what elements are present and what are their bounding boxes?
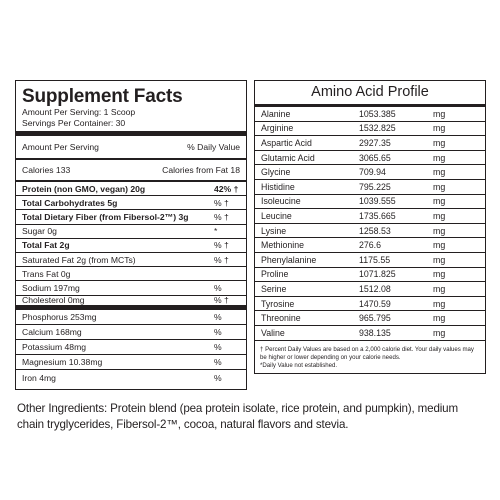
- amino-acid-row: [255, 326, 485, 341]
- amino-acid-unit: mg: [433, 269, 446, 280]
- amino-acid-unit: mg: [433, 225, 446, 236]
- amino-acid-row: [255, 282, 485, 297]
- nutrient-label: Protein (non GMO, vegan) 20g: [22, 183, 146, 194]
- amino-acid-value: 1735.665: [359, 210, 396, 221]
- amino-acid-profile-title: Amino Acid Profile: [255, 81, 485, 107]
- mineral-dv: %: [214, 357, 222, 368]
- nutrient-dv: %: [214, 282, 222, 293]
- amino-acid-row: [255, 165, 485, 180]
- nutrient-label: Sodium 197mg: [22, 282, 80, 293]
- nutrient-label: Cholesterol 0mg: [22, 295, 85, 306]
- mineral-dv: %: [214, 373, 222, 384]
- nutrient-row: [16, 210, 246, 224]
- amino-acid-value: 795.225: [359, 181, 391, 192]
- amino-acid-name: Valine: [261, 327, 285, 338]
- amino-acid-row: [255, 107, 485, 122]
- amino-acid-unit: mg: [433, 108, 446, 119]
- amino-acid-row: [255, 297, 485, 312]
- amino-acid-unit: mg: [433, 313, 446, 324]
- amino-acid-row: [255, 238, 485, 253]
- amino-acid-value: 276.6: [359, 240, 382, 251]
- amino-acid-name: Serine: [261, 283, 287, 294]
- nutrient-row: [16, 296, 246, 310]
- amino-acid-unit: mg: [433, 152, 446, 163]
- amino-acid-row: [255, 253, 485, 268]
- amino-acid-row: [255, 151, 485, 166]
- supplement-facts-panel: [15, 80, 247, 390]
- amino-acid-row: [255, 224, 485, 239]
- mineral-dv: %: [214, 311, 222, 322]
- nutrient-dv: *: [214, 226, 218, 237]
- nutrient-row: [16, 253, 246, 267]
- nutrient-row: [16, 182, 246, 196]
- amino-acid-value: 2927.35: [359, 137, 391, 148]
- amino-acid-name: Lysine: [261, 225, 287, 236]
- calories-row: [16, 160, 246, 182]
- amino-acid-row: [255, 136, 485, 151]
- mineral-label: Phosphorus 253mg: [22, 311, 97, 322]
- nutrient-label: Total Dietary Fiber (from Fibersol-2™) 3g: [22, 211, 189, 222]
- mineral-row: [16, 370, 246, 385]
- amino-acid-unit: mg: [433, 210, 446, 221]
- amino-acid-name: Phenylalanine: [261, 254, 317, 265]
- nutrient-label: Total Fat 2g: [22, 240, 70, 251]
- mineral-row: [16, 355, 246, 370]
- nutrient-label: Trans Fat 0g: [22, 268, 71, 279]
- amino-acid-unit: mg: [433, 123, 446, 134]
- mineral-label: Potassium 48mg: [22, 342, 87, 353]
- amino-acid-table: [255, 107, 485, 341]
- amino-acid-value: 1470.59: [359, 298, 391, 309]
- amino-acid-name: Threonine: [261, 313, 301, 324]
- amino-acid-unit: mg: [433, 283, 446, 294]
- nutrient-row: [16, 196, 246, 210]
- mineral-label: Magnesium 10.38mg: [22, 357, 103, 368]
- amount-per-serving-header: Amount Per Serving: [22, 142, 99, 152]
- nutrient-dv: % †: [214, 240, 229, 251]
- mineral-label: Iron 4mg: [22, 373, 56, 384]
- amino-acid-unit: mg: [433, 181, 446, 192]
- nutrient-dv: % †: [214, 197, 229, 208]
- amino-acid-name: Arginine: [261, 123, 294, 134]
- nutrient-dv: % †: [214, 211, 229, 222]
- nutrient-row: [16, 225, 246, 239]
- servings-per-container: Servings Per Container: 30: [22, 117, 126, 128]
- calories: Calories 133: [22, 165, 71, 175]
- amino-acid-value: 1039.555: [359, 196, 396, 207]
- amino-acid-name: Aspartic Acid: [261, 137, 312, 148]
- supplement-facts-title: Supplement Facts: [22, 86, 183, 107]
- other-ingredients: Other Ingredients: Protein blend (pea protein isolate, rice protein, and pumpkin), medium chain tryglycerides, Fibersol-2™, cocoa, natural flavors and stevia.: [17, 402, 458, 431]
- amino-acid-unit: mg: [433, 240, 446, 251]
- amino-acid-unit: mg: [433, 196, 446, 207]
- amino-acid-name: Isoleucine: [261, 196, 301, 207]
- mineral-row: [16, 340, 246, 355]
- amino-acid-value: 938.135: [359, 327, 391, 338]
- amino-acid-value: 1053.385: [359, 108, 396, 119]
- amino-acid-name: Histidine: [261, 181, 295, 192]
- amino-acid-row: [255, 268, 485, 283]
- amino-acid-name: Alanine: [261, 108, 291, 119]
- amino-acid-unit: mg: [433, 254, 446, 265]
- amino-acid-unit: mg: [433, 167, 446, 178]
- nutrient-label: Total Carbohydrates 5g: [22, 197, 118, 208]
- nutrient-row: [16, 267, 246, 281]
- nutrient-dv: % †: [214, 254, 229, 265]
- dv-not-established-footnote: *Daily Value not established.: [260, 361, 338, 369]
- nutrient-label: Saturated Fat 2g (from MCTs): [22, 254, 136, 265]
- mineral-dv: %: [214, 326, 222, 337]
- calories-from-fat: Calories from Fat 18: [162, 165, 240, 175]
- amino-acid-value: 1532.825: [359, 123, 396, 134]
- amino-footnotes: [255, 340, 485, 370]
- mineral-row: [16, 310, 246, 325]
- amino-acid-unit: mg: [433, 137, 446, 148]
- amino-acid-value: 965.795: [359, 313, 391, 324]
- nutrient-row: [16, 281, 246, 295]
- nutrient-dv: 42% †: [214, 183, 239, 194]
- amino-acid-row: [255, 209, 485, 224]
- mineral-dv: %: [214, 342, 222, 353]
- amino-acid-row: [255, 180, 485, 195]
- amino-acid-value: 1512.08: [359, 283, 391, 294]
- amino-acid-row: [255, 311, 485, 326]
- mineral-row: [16, 325, 246, 340]
- serving-size: Amount Per Serving: 1 Scoop: [22, 107, 136, 117]
- nutrient-row: [16, 239, 246, 253]
- amino-acid-name: Proline: [261, 269, 289, 280]
- amino-acid-name: Leucine: [261, 210, 292, 221]
- nutrient-dv: % †: [214, 295, 229, 306]
- amino-acid-name: Glutamic Acid: [261, 152, 315, 163]
- amino-acid-value: 709.94: [359, 167, 386, 178]
- amino-acid-profile-panel: [254, 80, 486, 374]
- mineral-label: Calcium 168mg: [22, 326, 82, 337]
- amino-acid-value: 1071.825: [359, 269, 396, 280]
- nutrient-label: Sugar 0g: [22, 226, 57, 237]
- amino-acid-name: Tyrosine: [261, 298, 295, 309]
- amino-acid-name: Glycine: [261, 167, 291, 178]
- daily-value-footnote: † Percent Daily Values are based on a 2,000 calorie diet. Your daily values may be higher or lower depending on your calorie needs.: [260, 345, 474, 361]
- amino-acid-value: 1175.55: [359, 254, 391, 265]
- amino-acid-unit: mg: [433, 298, 446, 309]
- amino-acid-value: 3065.65: [359, 152, 391, 163]
- daily-value-header: % Daily Value: [187, 142, 240, 152]
- amino-acid-value: 1258.53: [359, 225, 391, 236]
- amino-acid-row: [255, 122, 485, 137]
- amino-acid-name: Methionine: [261, 240, 305, 251]
- amino-acid-unit: mg: [433, 327, 446, 338]
- amount-header-row: [16, 136, 246, 160]
- amino-acid-row: [255, 195, 485, 210]
